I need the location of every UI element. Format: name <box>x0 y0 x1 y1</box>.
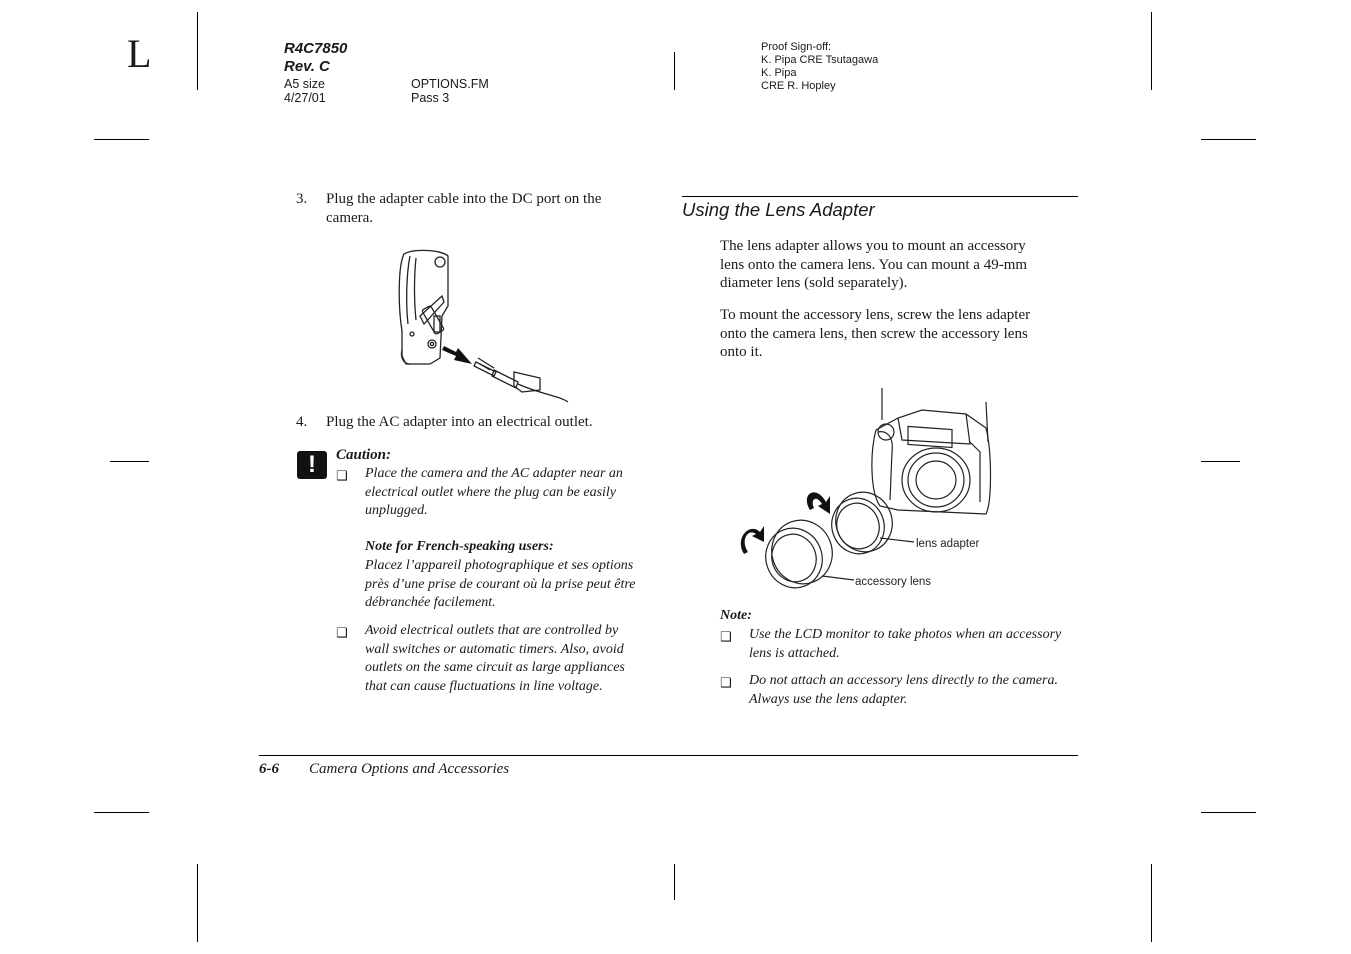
screw <box>410 332 414 336</box>
text-line: wall switches or automatic timers. Also, avoid <box>365 641 624 657</box>
text-line: unplugged. <box>365 503 428 518</box>
text-line: To mount the accessory lens, screw the lens adapter <box>720 307 1031 323</box>
camera-lens-outer <box>902 448 970 512</box>
crop-mark <box>110 461 149 462</box>
caution-bullet-1 <box>365 465 623 521</box>
lens-adapter-paragraph-2 <box>720 306 1030 362</box>
text-line: lens onto the camera lens. You can mount a 49-mm <box>720 256 1028 273</box>
header-date: 4/27/01 <box>284 91 326 105</box>
crop-mark <box>94 139 149 140</box>
leader-line <box>822 576 854 580</box>
chapter-title: Camera Options and Accessories <box>309 761 510 777</box>
step-3-text <box>326 190 601 227</box>
note-title: Note: <box>720 608 752 623</box>
camera-edge <box>407 256 410 324</box>
text-line: Always use the lens adapter. <box>749 691 908 707</box>
page-number: 6-6 <box>259 761 279 777</box>
file-name: OPTIONS.FM <box>411 77 489 91</box>
crop-mark <box>1151 12 1152 90</box>
camera-dial <box>435 257 445 267</box>
text-line: Place the camera and the AC adapter near an <box>365 466 623 481</box>
dc-port-figure <box>390 246 575 408</box>
camera-top <box>898 414 970 444</box>
camera-edge <box>415 258 417 320</box>
section-rule <box>682 196 1078 197</box>
text-line: electrical outlet where the plug can be easily <box>365 484 617 500</box>
note-bullet-1 <box>749 626 1061 663</box>
crop-mark <box>1201 139 1256 140</box>
rotate-arrow-icon <box>807 492 830 514</box>
lens-adapter-label: lens adapter <box>916 538 980 550</box>
flash <box>908 426 952 447</box>
text-line: Placez l’appareil photographique et ses options <box>365 558 634 573</box>
crop-mark <box>674 52 675 90</box>
text-line: Avoid electrical outlets that are controlled by <box>365 623 619 638</box>
accessory-lens-label: accessory lens <box>855 576 932 588</box>
french-note-text <box>365 557 636 613</box>
text-line: diameter lens (sold separately). <box>720 275 908 292</box>
cable <box>518 384 568 402</box>
lens-adapter-figure <box>730 382 1005 600</box>
proof-line: Proof Sign-off: <box>761 41 832 53</box>
proof-line: K. Pipa CRE Tsutagawa <box>761 54 879 66</box>
text-line: The lens adapter allows you to mount an accessory <box>720 238 1026 254</box>
crop-mark <box>197 864 198 942</box>
camera-lens-glass <box>916 461 956 499</box>
crop-mark <box>197 12 198 90</box>
text-line: Plug the adapter cable into the DC port on the <box>326 191 602 207</box>
corner-letter: L <box>127 31 152 76</box>
camera-side <box>970 442 980 502</box>
text-line: onto the camera lens, then screw the accessory lens <box>720 325 1028 342</box>
step-3-number: 3. <box>296 191 308 207</box>
section-heading: Using the Lens Adapter <box>682 199 875 220</box>
model-code: R4C7850 <box>284 40 348 57</box>
text-line: that can cause fluctuations in line voltage. <box>365 678 603 694</box>
crop-mark <box>674 864 675 900</box>
crop-mark <box>1201 461 1240 462</box>
step-4-text: Plug the AC adapter into an electrical outlet. <box>326 414 593 430</box>
text-line: lens is attached. <box>749 645 840 661</box>
french-note-title: Note for French-speaking users: <box>365 539 554 554</box>
page-size: A5 size <box>284 77 325 91</box>
crop-mark <box>1201 812 1256 813</box>
text-line: camera. <box>326 209 374 226</box>
crop-mark <box>1151 864 1152 942</box>
text-line: onto it. <box>720 344 763 361</box>
bullet-box: ❑ <box>336 469 348 484</box>
footer-rule <box>259 755 1078 756</box>
bullet-box: ❑ <box>336 626 348 641</box>
port-slot <box>434 316 440 332</box>
text-line: Use the LCD monitor to take photos when an accessory <box>749 627 1062 642</box>
caution-bullet-2 <box>365 622 625 696</box>
dc-port <box>428 340 436 348</box>
bullet-box: ❑ <box>720 630 732 645</box>
lens-adapter-paragraph-1 <box>720 237 1027 293</box>
camera-strap <box>882 388 988 442</box>
leader-line <box>880 538 914 542</box>
text-line: outlets on the same circuit as large appliances <box>365 660 625 675</box>
step-4-number: 4. <box>296 414 308 430</box>
proof-signoff <box>761 41 878 93</box>
note-bullet-2 <box>749 672 1058 709</box>
caution-icon: ! <box>297 451 327 479</box>
caution-title: Caution: <box>336 447 392 463</box>
crop-mark <box>94 812 149 813</box>
bullet-box: ❑ <box>720 676 732 691</box>
dc-port-pin <box>430 342 433 345</box>
rotate-arrow-icon <box>741 526 764 554</box>
text-line: débranchée facilement. <box>365 595 496 610</box>
proof-line: K. Pipa <box>761 67 797 79</box>
camera-grip <box>878 432 892 500</box>
pass-number: Pass 3 <box>411 91 450 105</box>
proof-line: CRE R. Hopley <box>761 80 836 92</box>
revision: Rev. C <box>284 58 330 75</box>
accessory-lens-front <box>757 520 830 596</box>
insert-arrow <box>442 346 472 364</box>
text-line: Do not attach an accessory lens directly to the camera. <box>749 673 1058 688</box>
text-line: près d’une prise de courant où la prise peut être <box>365 576 636 592</box>
